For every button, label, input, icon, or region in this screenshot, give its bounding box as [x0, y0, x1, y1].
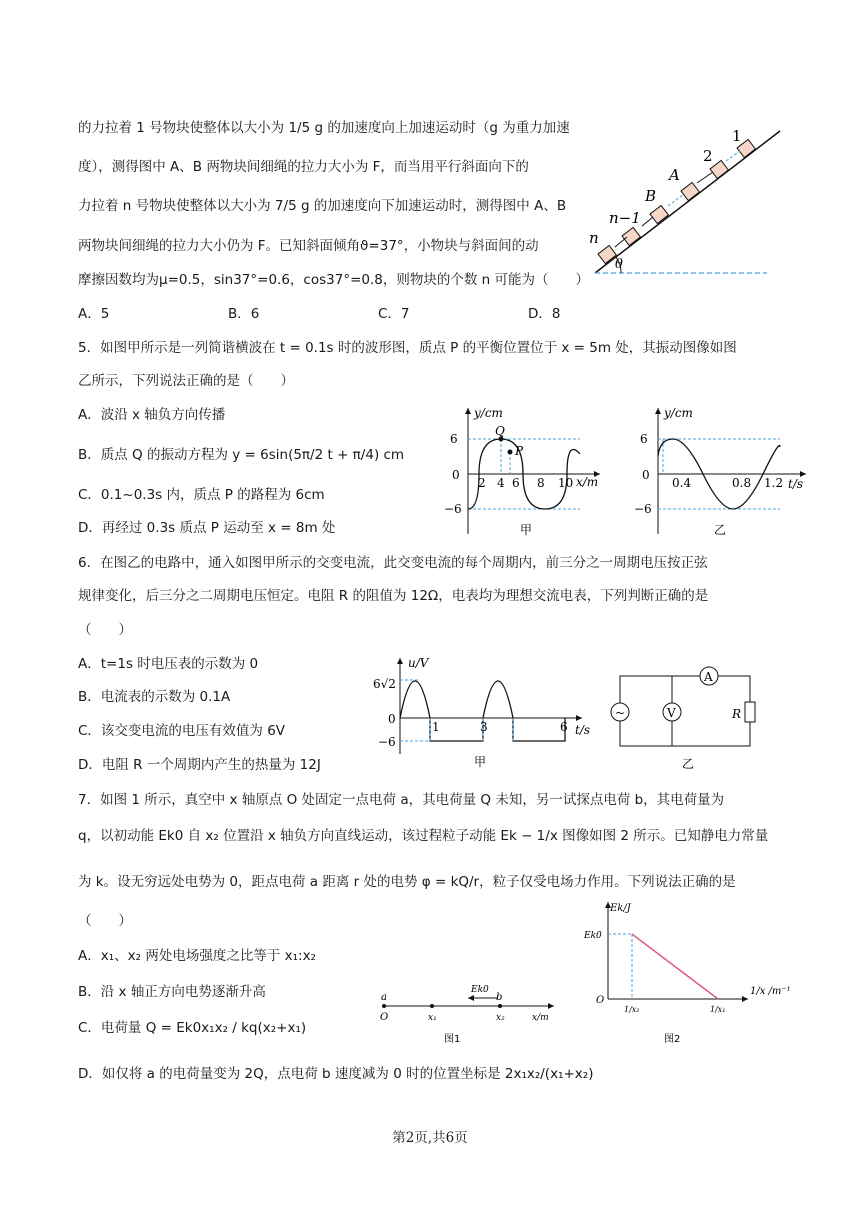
resistor-label: R — [732, 707, 742, 721]
q4-option-b: B．6 — [228, 306, 260, 322]
q5-option-c: C．0.1~0.3s 内，质点 P 的路程为 6cm — [78, 487, 325, 503]
q6-option-d: D．电阻 R 一个周期内产生的热量为 12J — [78, 757, 321, 773]
q5-vibration-figure-yi — [630, 402, 810, 542]
ek0-arrow-label: Ek0 — [471, 985, 489, 995]
q6-voltage-figure-jia — [370, 654, 595, 772]
yi-x-label: t/s — [788, 477, 804, 491]
point-q-label: Q — [495, 424, 505, 438]
q5-option-b: B．质点 Q 的振动方程为 y = 6sin(5π/2 t + π/4) cm — [78, 447, 405, 463]
inverse-x-axis-label: 1/x /m⁻¹ — [750, 986, 791, 997]
jia-tick-x-10: 10 — [558, 476, 574, 490]
jia-tick-x-8: 8 — [537, 476, 545, 490]
q5-stem-2: 乙所示，下列说法正确的是（ ） — [78, 373, 294, 389]
origin-label: O — [596, 995, 605, 1006]
u-axis-label: u/V — [408, 656, 429, 670]
origin-o-label: O — [380, 1012, 389, 1023]
q4-line-5: 摩擦因数均为μ=0.5，sin37°=0.6，cos37°=0.8，则物块的个数 n 可能为（ ） — [78, 272, 589, 288]
q6-option-c: C．该交变电流的电压有效值为 6V — [78, 723, 286, 739]
jia-tick-y-neg6: −6 — [444, 502, 462, 516]
ek0-tick-label: Ek0 — [584, 931, 602, 941]
t-tick-1: 1 — [432, 720, 440, 734]
q5-option-a: A．波沿 x 轴负方向传播 — [78, 407, 226, 423]
yi-tick-y-0: 0 — [642, 468, 650, 482]
yi-caption: 乙 — [714, 523, 727, 537]
yi-tick-x-08: 0.8 — [732, 476, 752, 490]
inv-x1-tick: 1/x₁ — [710, 1005, 726, 1014]
block-n-label: n — [589, 229, 599, 247]
yi-y-label: y/cm — [664, 406, 693, 420]
q4-option-d: D．8 — [528, 306, 561, 322]
q7-figure-2 — [580, 896, 791, 1051]
jia-y-label: y/cm — [474, 406, 503, 420]
page-footer: 第2页,共6页 — [392, 1130, 468, 1146]
q7-stem-3: 为 k。设无穷远处电势为 0，距点电荷 a 距离 r 处的电势 φ = kQ/r，粒子仅受电场力作用。下列说法正确的是 — [78, 874, 736, 890]
q4-line-3: 力拉着 n 号物块使整体以大小为 7/5 g 的加速度向下加速运动时，测得图中 A、B — [78, 198, 567, 214]
jia-tick-x-6: 6 — [512, 476, 520, 490]
q7-figure-1 — [372, 980, 562, 1050]
t-tick-6: 6 — [560, 720, 568, 734]
q7-option-d: D．如仅将 a 的电荷量变为 2Q，点电荷 b 速度减为 0 时的位置坐标是 2x₁x₂/(x₁+x₂) — [78, 1066, 594, 1082]
q6-stem-1: 6．在图乙的电路中，通入如图甲所示的交变电流，此交变电流的每个周期内，前三分之一周期电压按正弦 — [78, 555, 708, 571]
yi-tick-y-neg6: −6 — [634, 502, 652, 516]
q4-incline-figure — [585, 115, 785, 280]
jia-tick-x-4: 4 — [497, 476, 505, 490]
u-tick-neg6: −6 — [378, 735, 396, 749]
q4-line-2: 度），测得图中 A、B 两物块间细绳的拉力大小为 F，而当用平行斜面向下的 — [78, 159, 529, 175]
q5-option-d: D．再经过 0.3s 质点 P 运动至 x = 8m 处 — [78, 520, 336, 536]
q7-option-b: B．沿 x 轴正方向电势逐渐升高 — [78, 984, 266, 1000]
q4-line-1: 的力拉着 1 号物块使整体以大小为 1/5 g 的加速度向上加速运动时（g 为重力加速 — [78, 120, 570, 136]
block-a-label: A — [669, 166, 680, 184]
charge-a-label: a — [381, 992, 387, 1003]
jia-x-label: x/m — [576, 475, 599, 489]
q7-option-a: A．x₁、x₂ 两处电场强度之比等于 x₁:x₂ — [78, 948, 316, 964]
theta-label: θ — [615, 257, 623, 272]
u-tick-6root2: 6√2 — [373, 677, 396, 691]
q4-option-c: C．7 — [378, 306, 410, 322]
q6-stem-2: 规律变化，后三分之二周期电压恒定。电阻 R 的阻值为 12Ω，电表均为理想交流电表，下列判断正确的是 — [78, 588, 709, 604]
q6-option-a: A．t=1s 时电压表的示数为 0 — [78, 656, 259, 672]
block-2-label: 2 — [703, 147, 713, 165]
charge-b-label: b — [496, 992, 503, 1003]
q4-line-4: 两物块间细绳的拉力大小仍为 F。已知斜面倾角ϑ=37°，小物块与斜面间的动 — [78, 238, 539, 254]
yi-tick-y-6: 6 — [640, 432, 648, 446]
q7-stem-1: 7．如图 1 所示，真空中 x 轴原点 O 处固定一点电荷 a，其电荷量 Q 未知，另一试探点电荷 b，其电荷量为 — [78, 792, 725, 808]
jia-caption: 甲 — [520, 523, 533, 537]
q7-fig1-caption: 图1 — [444, 1034, 461, 1045]
jia-tick-y-6: 6 — [450, 432, 458, 446]
q6-stem-3: （ ） — [78, 622, 132, 638]
block-b-label: B — [645, 187, 657, 205]
q7-fig2-caption: 图2 — [664, 1034, 681, 1045]
t-tick-3: 3 — [480, 720, 488, 734]
voltmeter-label: V — [667, 706, 676, 720]
q4-option-a: A．5 — [78, 306, 110, 322]
block-n-minus-1-label: n−1 — [609, 209, 641, 227]
yi-tick-x-12: 1.2 — [764, 476, 784, 490]
q6-jia-caption: 甲 — [474, 755, 487, 769]
x-axis-unit-label: x/m — [532, 1013, 549, 1023]
yi-tick-x-04: 0.4 — [672, 476, 692, 490]
q7-stem-2: q，以初动能 Ek0 自 x₂ 位置沿 x 轴负方向直线运动，该过程粒子动能 Ek − 1/x 图像如图 2 所示。已知静电力常量 — [78, 828, 769, 844]
x2-label: x₂ — [496, 1013, 505, 1023]
jia-tick-x-2: 2 — [478, 476, 486, 490]
inv-x2-tick: 1/x₂ — [624, 1005, 640, 1014]
q6-option-b: B．电流表的示数为 0.1A — [78, 689, 231, 705]
block-1-label: 1 — [732, 127, 742, 145]
u-tick-0: 0 — [388, 712, 396, 726]
t-axis-label: t/s — [575, 723, 591, 737]
x1-label: x₁ — [428, 1013, 437, 1023]
point-p-label: P — [515, 444, 524, 458]
ac-source-symbol: ~ — [615, 706, 626, 720]
jia-tick-y-0: 0 — [452, 468, 460, 482]
q7-option-c: C．电荷量 Q = Ek0x₁x₂ / kq(x₂+x₁) — [78, 1020, 307, 1036]
q7-stem-4: （ ） — [78, 913, 132, 929]
q6-yi-caption: 乙 — [682, 757, 695, 771]
ek-axis-label: Ek/J — [610, 903, 631, 914]
q6-circuit-figure-yi — [612, 662, 762, 774]
q5-stem-1: 5．如图甲所示是一列简谐横波在 t = 0.1s 时的波形图，质点 P 的平衡位置位于 x = 5m 处，其振动图像如图 — [78, 340, 737, 356]
ammeter-label: A — [704, 670, 713, 684]
q5-wave-figure-jia — [440, 402, 610, 542]
